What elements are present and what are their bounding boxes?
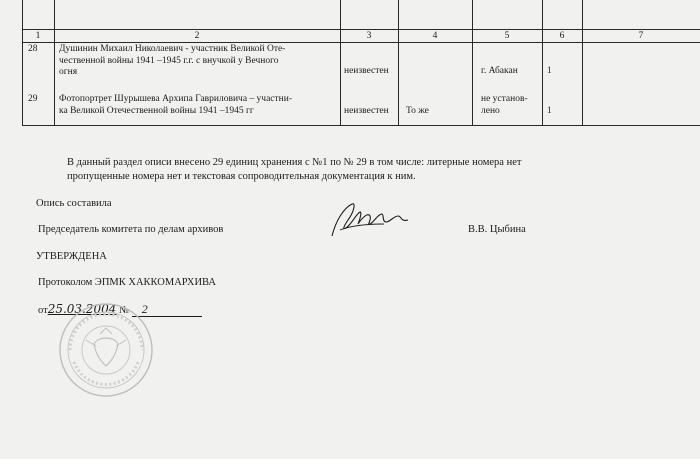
column-header-3: 3 (366, 31, 372, 41)
column-header-7: 7 (638, 31, 644, 41)
approval-date-prefix: от (38, 305, 48, 316)
table-column-border (472, 0, 473, 126)
approval-number-prefix: № (119, 305, 130, 316)
row-28-title-line: Душинин Михаил Николаевич - участник Великой Оте- (59, 44, 286, 54)
row-29-author: неизвестен (344, 106, 389, 116)
official-stamp-seal (56, 300, 156, 400)
row-28-count: 1 (547, 66, 552, 76)
compiler-name: В.В. Цыбина (468, 224, 526, 235)
table-column-border (22, 0, 23, 126)
row-28-author: неизвестен (344, 66, 389, 76)
approval-number-value: 2 (132, 302, 202, 317)
column-header-1: 1 (35, 31, 41, 41)
compiled-by-label: Опись составила (36, 198, 112, 209)
summary-line: В данный раздел описи внесено 29 единиц хранения с №1 по № 29 в том числе: литерные номера нет (67, 157, 522, 168)
table-column-border (398, 0, 399, 126)
row-28-title (59, 44, 285, 79)
row-28-number: 28 (28, 44, 38, 54)
inventory-summary (67, 156, 521, 184)
handwritten-signature (326, 200, 416, 242)
column-header-2: 2 (194, 31, 200, 41)
row-28-title-line: чественной войны 1941 –1945 г.г. с внучкой у Вечного (59, 55, 279, 66)
summary-line: пропущенные номера нет и текстовая сопроводительная документация к ним. (67, 171, 416, 182)
row-29-place-line: лено (481, 105, 500, 116)
row-29-count: 1 (547, 106, 552, 116)
row-28-place: г. Абакан (481, 66, 518, 76)
row-29-number: 29 (28, 94, 38, 104)
row-29-date: То же (406, 106, 429, 116)
table-bottom-border (22, 125, 700, 126)
column-header-5: 5 (504, 31, 510, 41)
approval-protocol: Протоколом ЭПМК ХАККОМАРХИВА (38, 277, 216, 288)
inventory-table (22, 0, 700, 126)
approval-date-value: 25.03.2004 (47, 302, 117, 316)
column-header-4: 4 (432, 31, 438, 41)
row-29-place-line: не установ- (481, 94, 528, 104)
row-29-title-line: Фотопортрет Шурышева Архипа Гавриловича – участни- (59, 94, 292, 104)
table-column-border (542, 0, 543, 126)
table-column-border (340, 0, 341, 126)
row-29-title-line: ка Великой Отечественной войны 1941 –1945 гг (59, 105, 254, 116)
row-29-title (59, 94, 292, 117)
table-header-top-border (22, 29, 700, 30)
compiler-position: Председатель комитета по делам архивов (38, 224, 224, 235)
column-header-6: 6 (559, 31, 565, 41)
approval-title: УТВЕРЖДЕНА (36, 251, 107, 262)
table-header-bottom-border (22, 42, 700, 43)
table-column-border (54, 0, 55, 126)
row-28-title-line: огня (59, 67, 78, 77)
table-column-border (582, 0, 583, 126)
row-29-place (481, 94, 528, 117)
